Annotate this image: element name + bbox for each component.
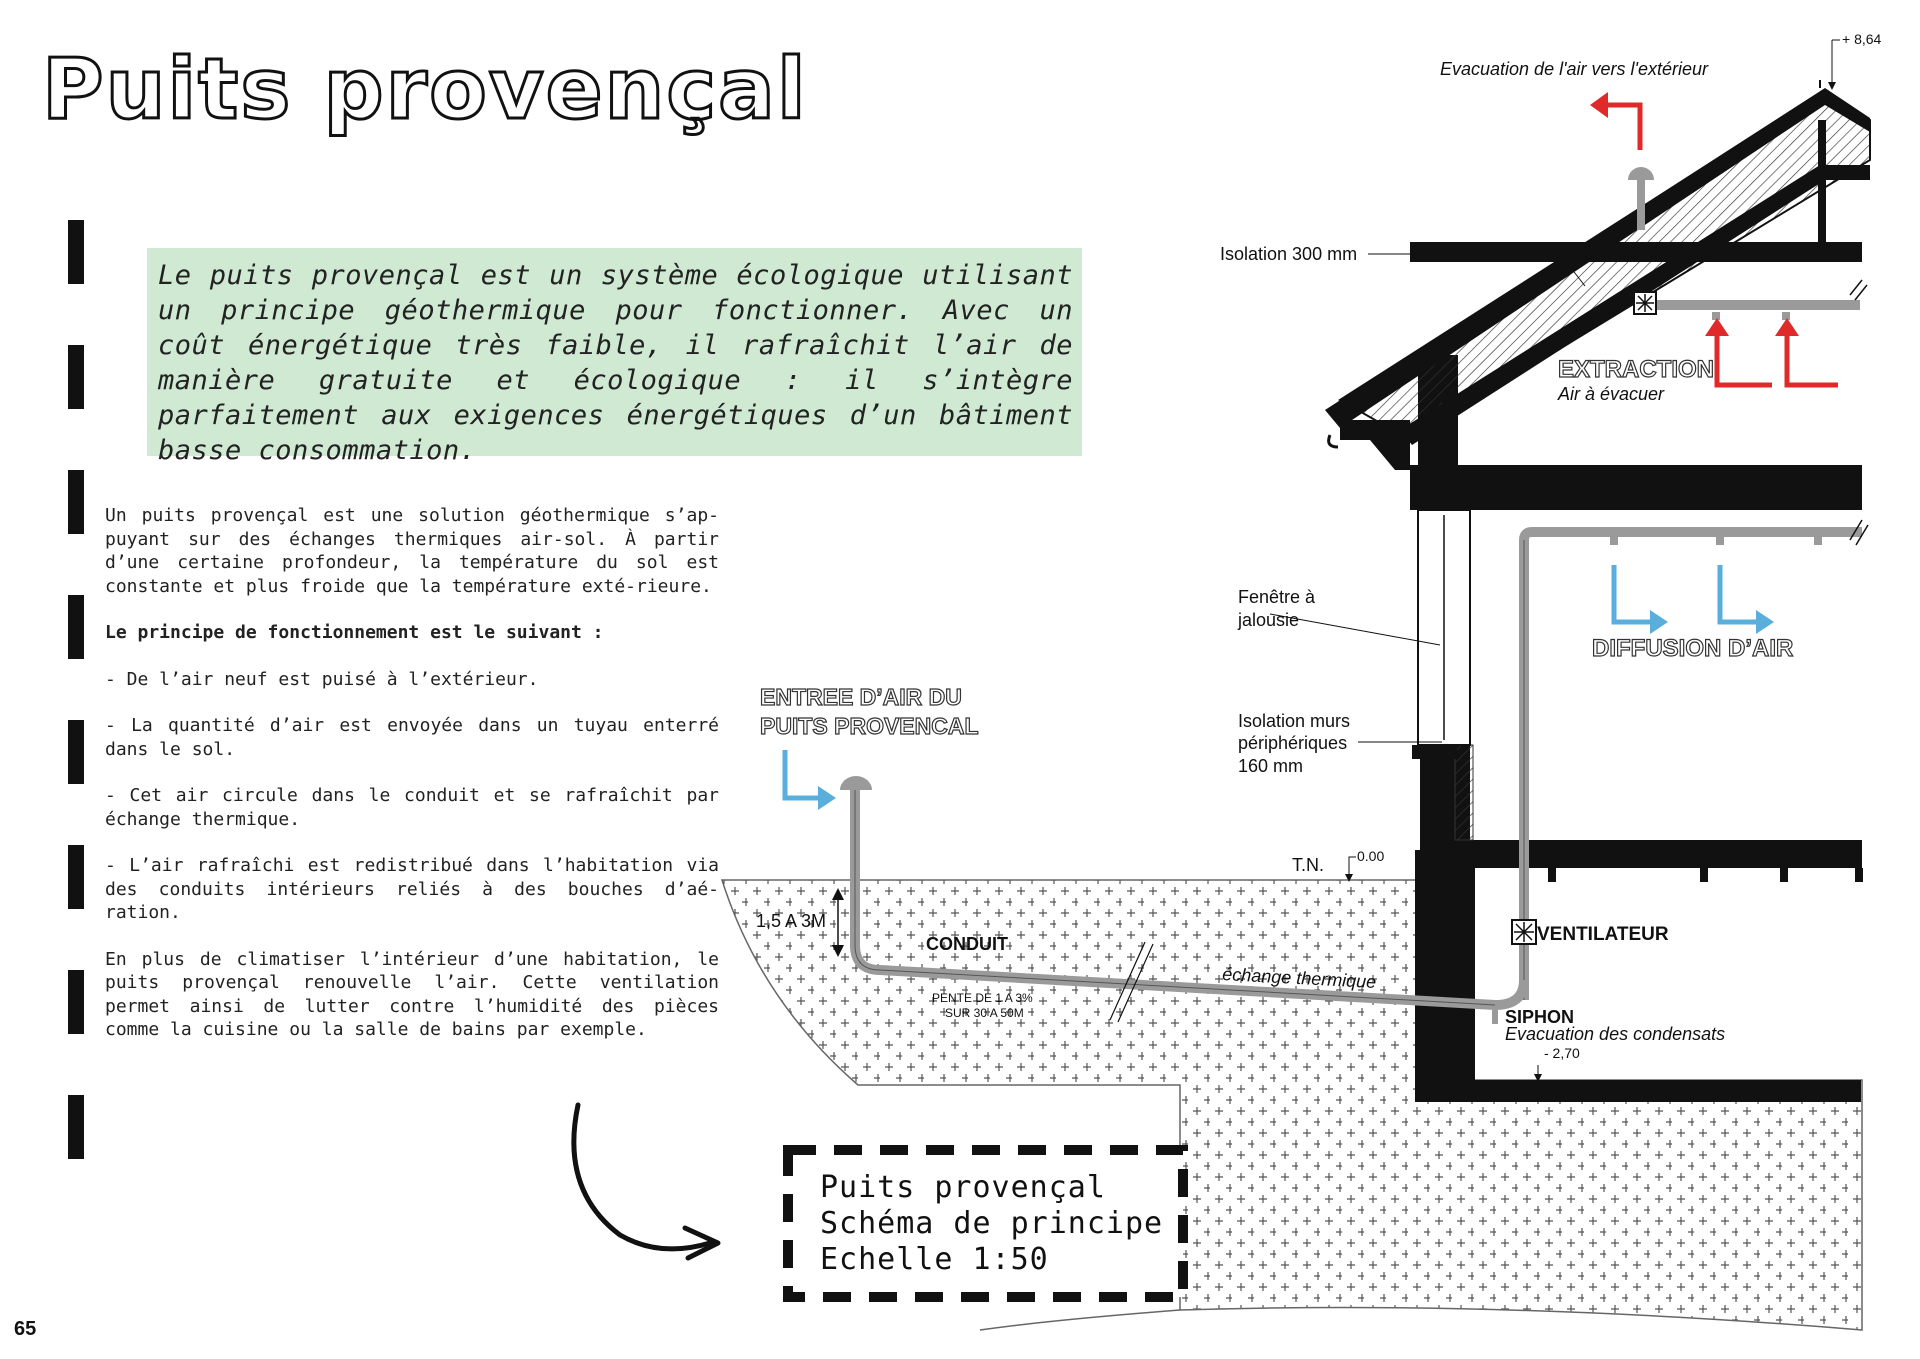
evacuation-arrow — [1605, 105, 1640, 150]
wall-insulation — [1455, 745, 1473, 840]
label-level-zero: 0.00 — [1357, 848, 1385, 864]
intro-text: Le puits provençal est un système écologique utilisant un principe géothermique pour fonctionner. Avec un coût énergétique très faible, il rafraîchit l’air de manière gratuite et écologique : il s’intègre parfaitement aux exigences énergétiques d’un bâtiment basse consommation. — [158, 260, 1073, 466]
entry-arrow — [785, 750, 822, 798]
roof-tie-beam — [1410, 242, 1862, 262]
label-evacuation: Evacuation de l'air vers l'extérieur — [1440, 59, 1708, 79]
basement-floor — [1415, 1080, 1861, 1102]
label-isolation-murs-2: périphériques — [1238, 733, 1348, 753]
label-isolation-murs-1: Isolation murs — [1238, 711, 1351, 731]
body-paragraph: En plus de climatiser l’intérieur d’une habitation, le puits provençal renouvelle l’air. Cette ventilation permet ainsi de lutter contre l’humidité des pièces comme la cuisine ou la salle de bains par exemple. — [105, 948, 719, 1040]
label-conduit: CONDUIT — [926, 934, 1008, 954]
label-extraction-sub: Air à évacuer — [1558, 384, 1665, 404]
diffusion-arrow — [1614, 565, 1654, 622]
intake-cap — [840, 776, 872, 790]
label-entree-2: PUITS PROVENCAL — [760, 713, 979, 739]
basement-wall-left — [1415, 850, 1475, 1095]
label-pente-2: SUR 30 A 50M — [945, 1006, 1024, 1020]
roof-post — [1442, 382, 1458, 470]
label-level-bottom: - 2,70 — [1544, 1045, 1580, 1061]
body-paragraph-heading: Le principe de fonctionnement est le suivant : — [105, 622, 604, 643]
label-depth: 1,5 A 3M — [756, 911, 827, 931]
label-fenetre-2: jalousie — [1238, 610, 1300, 630]
extraction-arrow — [1787, 330, 1838, 385]
page-number: 65 — [14, 1318, 37, 1340]
label-diffusion: DIFFUSION D’AIR — [1592, 635, 1794, 662]
extraction-duct — [1650, 300, 1860, 310]
body-paragraph: Un puits provençal est une solution géothermique s’ap-puyant sur des échanges thermiques air-sol. À partir d’une certaine profondeur, la température du sol est constante et plus froide que la température exté-rieure. — [105, 505, 719, 597]
attic-floor — [1458, 465, 1862, 475]
label-isolation-roof: Isolation 300 mm — [1220, 244, 1358, 264]
curved-arrow — [574, 1105, 710, 1249]
label-evac-condensats: Evacuation des condensats — [1505, 1024, 1726, 1044]
siphon — [1492, 1010, 1498, 1024]
ground-soil-lower — [980, 1310, 1180, 1330]
body-paragraph: - De l’air neuf est puisé à l’extérieur. — [105, 668, 539, 690]
page-title: Puits provençal — [42, 40, 808, 138]
gutter — [1329, 435, 1338, 447]
body-paragraph: - Cet air circule dans le conduit et se rafraîchit par échange thermique. — [105, 785, 719, 830]
window-sill — [1412, 745, 1457, 759]
caption-line: Schéma de principe — [820, 1206, 1164, 1241]
extraction-arrow — [1717, 330, 1772, 385]
eave-bracket — [1340, 420, 1410, 470]
roof-exhaust-cap — [1628, 167, 1654, 180]
label-tn: T.N. — [1292, 855, 1325, 875]
label-extraction: EXTRACTION — [1558, 356, 1714, 383]
label-isolation-murs-3: 160 mm — [1238, 756, 1304, 776]
body-paragraph: - L’air rafraîchi est redistribué dans l’habitation via des conduits intérieurs reliés à des bouches d’aé-ration. — [105, 855, 719, 923]
label-ventilateur: VENTILATEUR — [1537, 924, 1669, 945]
label-level-top: + 8,64 — [1842, 31, 1882, 47]
label-fenetre-1: Fenêtre à — [1238, 587, 1316, 607]
body-paragraph: - La quantité d’air est envoyée dans un tuyau enterré dans le sol. — [105, 715, 719, 760]
label-pente-1: PENTE DE 1 A 3% — [932, 991, 1033, 1005]
caption-line: Echelle 1:50 — [820, 1242, 1049, 1277]
label-echange: échange thermique — [1221, 964, 1377, 993]
caption — [820, 1170, 1163, 1278]
label-entree-1: ENTREE D’AIR DU — [760, 684, 962, 710]
caption-line: Puits provençal — [820, 1170, 1106, 1205]
diffusion-arrow — [1720, 565, 1760, 622]
label-siphon: SIPHON — [1505, 1007, 1575, 1027]
